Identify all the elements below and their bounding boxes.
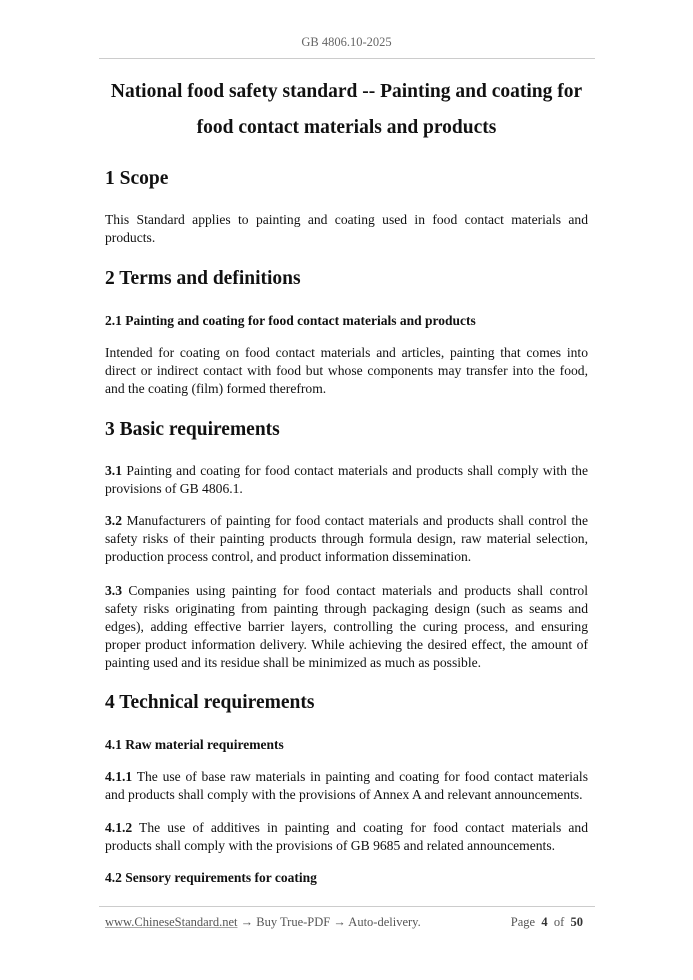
clause-text: The use of additives in painting and coating for food contact materials and products shall comply with the provisions of GB 9685 and related announcements. bbox=[105, 820, 588, 853]
section-2-1-para: Intended for coating on food contact materials and articles, painting that comes into direct or indirect contact with food but whose components may transfer into the food, and the coating (film) formed therefrom. bbox=[105, 345, 588, 396]
clause-number: 4.1.1 bbox=[105, 769, 133, 784]
doc-title-line2: food contact materials and products bbox=[196, 117, 497, 138]
clause-text: Painting and coating for food contact materials and products shall comply with the provisions of GB 4806.1. bbox=[105, 463, 588, 496]
header-divider bbox=[99, 58, 595, 59]
section-4-2-heading: 4.2 Sensory requirements for coating bbox=[105, 870, 317, 885]
clause-number: 3.3 bbox=[105, 583, 122, 598]
page-number: 4 bbox=[541, 915, 548, 929]
clause-4-1-2 bbox=[105, 819, 588, 855]
section-2-heading: 2 Terms and definitions bbox=[105, 268, 301, 289]
section-1-para: This Standard applies to painting and coating used in food contact materials and products. bbox=[105, 212, 588, 245]
footer-promo-text: → Buy True-PDF → Auto-delivery. bbox=[237, 915, 421, 929]
clause-3-2 bbox=[105, 512, 588, 566]
section-3-heading: 3 Basic requirements bbox=[105, 419, 280, 440]
clause-text: Companies using painting for food contact materials and products shall control safety risks originating from painting through packaging design (such as seams and edges), adding effective barrier layers, controlling the curing process, and ensuring proper product information delivery. While achieving the desired effect, the amount of painting used and its residue shall be minimized as much as possible. bbox=[105, 583, 588, 670]
page-label: Page bbox=[510, 915, 536, 929]
clause-3-3 bbox=[105, 582, 588, 672]
clause-number: 3.1 bbox=[105, 463, 122, 478]
clause-3-1 bbox=[105, 462, 588, 498]
footer-promo bbox=[105, 915, 421, 930]
running-header: GB 4806.10-2025 bbox=[301, 35, 392, 49]
of-label: of bbox=[553, 915, 565, 929]
doc-title-line1: National food safety standard -- Painting and coating for bbox=[110, 81, 583, 102]
section-2-1-heading: 2.1 Painting and coating for food contact materials and products bbox=[105, 313, 476, 328]
section-4-heading: 4 Technical requirements bbox=[105, 692, 315, 713]
page-total: 50 bbox=[570, 915, 583, 929]
clause-text: Manufacturers of painting for food contact materials and products shall control the safety risks of their painting products through formula design, raw material selection, production process control, and product information dissemination. bbox=[105, 513, 588, 564]
clause-number: 4.1.2 bbox=[105, 820, 133, 835]
website-link[interactable]: www.ChineseStandard.net bbox=[105, 915, 238, 929]
section-1-heading: 1 Scope bbox=[105, 168, 169, 189]
page-indicator bbox=[511, 915, 583, 930]
clause-4-1-1 bbox=[105, 768, 588, 804]
section-4-1-heading: 4.1 Raw material requirements bbox=[105, 737, 284, 752]
clause-text: The use of base raw materials in painting and coating for food contact materials and products shall comply with the provisions of Annex A and relevant announcements. bbox=[105, 769, 588, 802]
clause-number: 3.2 bbox=[105, 513, 122, 528]
footer-divider bbox=[99, 906, 595, 907]
